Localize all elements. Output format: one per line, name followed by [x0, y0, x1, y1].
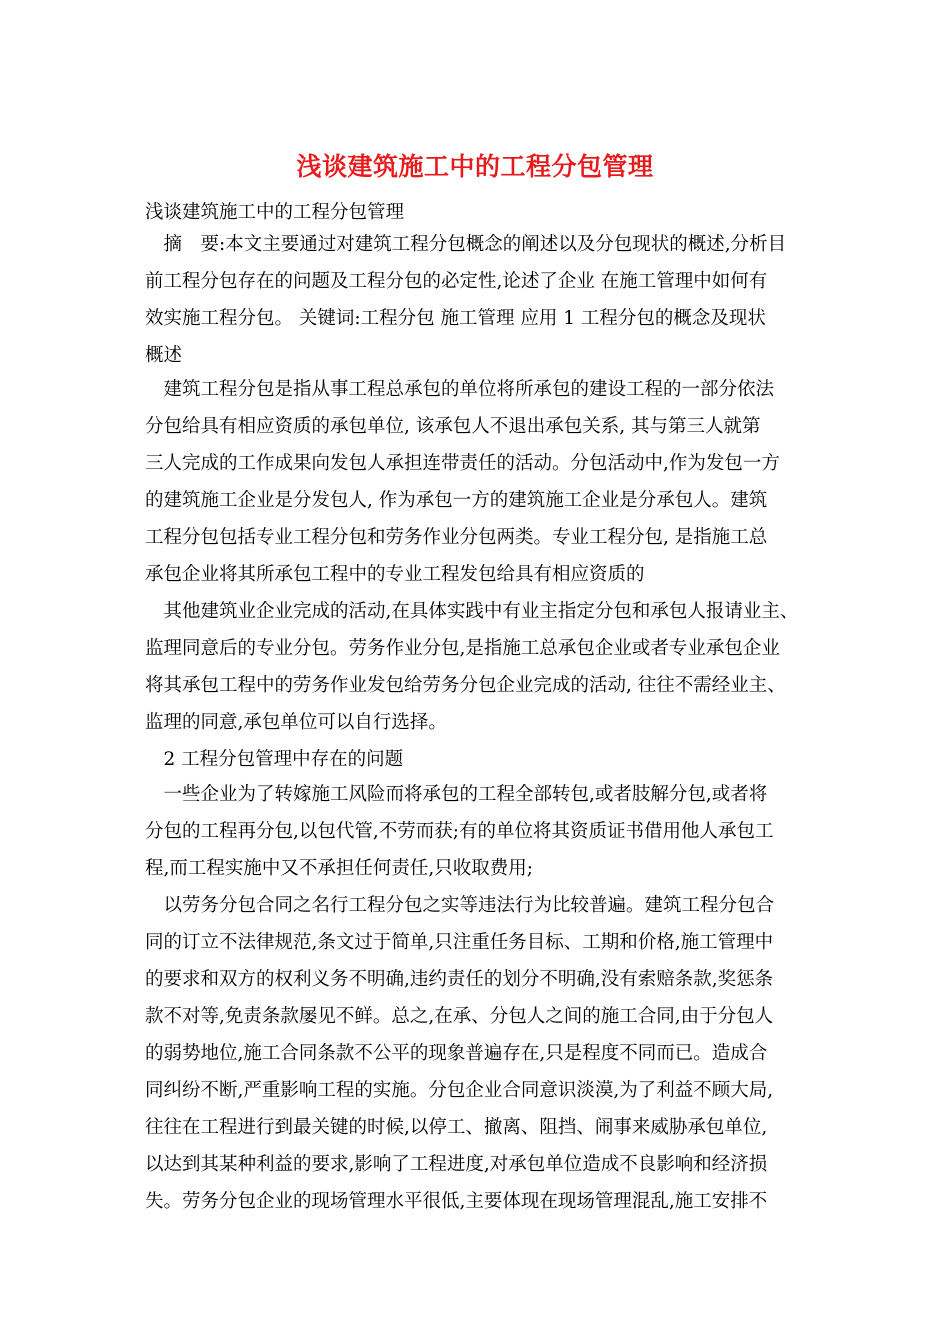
text-line: 一些企业为了转嫁施工风险而将承包的工程全部转包,或者肢解分包,或者将 — [145, 784, 768, 805]
text-line: 建筑工程分包是指从事工程总承包的单位将所承包的建设工程的一部分依法 — [145, 379, 775, 400]
text-line: 工程分包包括专业工程分包和劳务作业分包两类。专业工程分包, 是指施工总 — [145, 527, 768, 548]
text-line: 的弱势地位,施工合同条款不公平的现象普遍存在,只是程度不同而已。造成合 — [145, 1043, 768, 1064]
text-line: 分包给具有相应资质的承包单位, 该承包人不退出承包关系, 其与第三人就第 — [145, 416, 761, 437]
text-line: 的要求和双方的权利义务不明确,违约责任的划分不明确,没有索赔条款,奖惩条 — [145, 969, 774, 990]
text-line: 将其承包工程中的劳务作业发包给劳务分包企业完成的活动, 往往不需经业主、 — [145, 675, 786, 696]
text-line: 摘 要:本文主要通过对建筑工程分包概念的阐述以及分包现状的概述,分析目 — [145, 234, 787, 255]
text-line: 的建筑施工企业是分发包人, 作为承包一方的建筑施工企业是分承包人。建筑 — [145, 490, 768, 511]
text-line: 监理同意后的专业分包。劳务作业分包,是指施工总承包企业或者专业承包企业 — [145, 638, 780, 659]
text-line: 程,而工程实施中又不承担任何责任,只收取费用; — [145, 858, 533, 879]
text-line: 三人完成的工作成果向发包人承担连带责任的活动。分包活动中,作为发包一方 — [145, 453, 780, 474]
text-line: 承包企业将其所承包工程中的专业工程发包给具有相应资质的 — [145, 564, 645, 585]
text-line: 概述 — [145, 345, 183, 366]
text-line: 以达到其某种利益的要求,影响了工程进度,对承包单位造成不良影响和经济损 — [145, 1154, 768, 1175]
text-line: 前工程分包存在的问题及工程分包的必定性,论述了企业 在施工管理中如何有 — [145, 271, 768, 292]
document-title: 浅谈建筑施工中的工程分包管理 — [296, 152, 654, 181]
text-line: 浅谈建筑施工中的工程分包管理 — [145, 202, 405, 223]
text-line: 以劳务分包合同之名行工程分包之实等违法行为比较普遍。建筑工程分包合 — [145, 895, 775, 916]
text-line: 款不对等,免责条款屡见不鲜。总之,在承、分包人之间的施工合同,由于分包人 — [145, 1006, 774, 1027]
text-line: 同纠纷不断,严重影响工程的实施。分包企业合同意识淡漠,为了利益不顾大局, — [145, 1080, 774, 1101]
text-line: 效实施工程分包。 关键词:工程分包 施工管理 应用 1 工程分包的概念及现状 — [145, 308, 766, 329]
text-line: 往往在工程进行到最关键的时候,以停工、撤离、阻挡、闹事来威胁承包单位, — [145, 1117, 768, 1138]
text-line: 其他建筑业企业完成的活动,在具体实践中有业主指定分包和承包人报请业主、 — [145, 601, 799, 622]
text-line: 失。劳务分包企业的现场管理水平很低,主要体现在现场管理混乱,施工安排不 — [145, 1191, 768, 1212]
section-heading: 2 工程分包管理中存在的问题 — [145, 749, 404, 770]
text-line: 监理的同意,承包单位可以自行选择。 — [145, 712, 447, 733]
text-line: 同的订立不法律规范,条文过于简单,只注重任务目标、工期和价格,施工管理中 — [145, 932, 774, 953]
text-line: 分包的工程再分包,以包代管,不劳而获;有的单位将其资质证书借用他人承包工 — [145, 821, 774, 842]
